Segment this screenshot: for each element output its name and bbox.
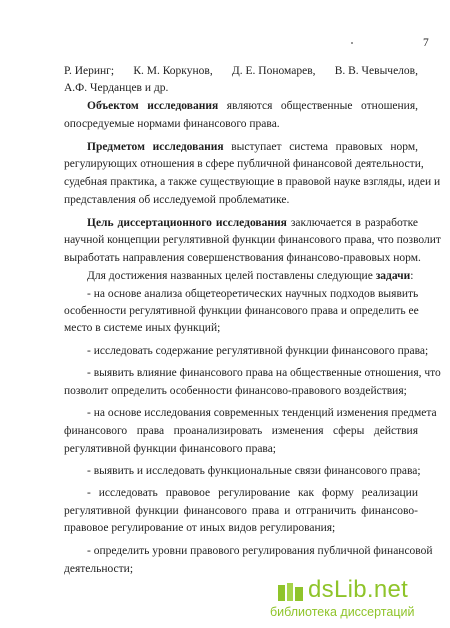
- task-line: деятельности;: [64, 563, 134, 575]
- task-line: - исследовать правовое регулирование как форму реализации: [87, 487, 418, 499]
- page-number: 7: [423, 37, 429, 49]
- author-name: Р. Иеринг;: [64, 65, 115, 77]
- authors-row-2: А.Ф. Черданцев и др.: [64, 82, 169, 94]
- task-line: - на основе исследования современных тенденций изменения предмета: [87, 407, 437, 419]
- task-line: правовое регулирование от иных видов регулирования;: [64, 522, 336, 534]
- task-line: - на основе анализа общетеоретических научных подходов выявить: [87, 288, 419, 300]
- task-line: позволит определить особенности финансово-правового воздействия;: [64, 385, 407, 397]
- task-line: - выявить влияние финансового права на общественные отношения, что: [87, 367, 441, 379]
- object-text: являются общественные отношения,: [226, 100, 418, 112]
- subject-text-line: судебная практика, а также существующие в правовой науке взгляды, идеи и: [64, 176, 441, 188]
- task-line: регулятивной функции финансового права;: [64, 443, 276, 455]
- authors-row: [64, 64, 418, 78]
- subject-paragraph-line: [87, 140, 418, 154]
- task-line: место в системе иных функций;: [64, 322, 221, 334]
- goal-text-line: выработать направления совершенствования финансово-правовых норм.: [64, 252, 421, 264]
- task-line: - определить уровни правового регулирования публичной финансовой: [87, 545, 433, 557]
- object-label: Объектом исследования: [87, 100, 219, 112]
- author-name: В. В. Чевычелов,: [334, 65, 418, 77]
- watermark: [270, 576, 440, 623]
- author-name: Д. Е. Пономарев,: [231, 65, 316, 77]
- tasks-label: задачи: [375, 270, 411, 282]
- object-text-line: опосредуемые нормами финансового права.: [64, 118, 280, 130]
- goal-label: Цель диссертационного исследования: [87, 217, 287, 229]
- book-stack-icon: [276, 581, 306, 603]
- author-name: К. М. Коркунов,: [133, 65, 213, 77]
- watermark-subtitle: библиотека диссертаций: [270, 605, 415, 619]
- tasks-intro: [87, 269, 418, 283]
- goal-text: заключается в разработке: [290, 217, 418, 229]
- task-line: - исследовать содержание регулятивной функции финансового права;: [87, 345, 429, 357]
- tasks-colon: :: [410, 270, 414, 282]
- task-line: - выявить и исследовать функциональные связи финансового права;: [87, 465, 421, 477]
- subject-text-line: представления об исследуемой проблематике.: [64, 194, 290, 206]
- task-line: регулятивной функции финансового права и отграничить финансово-: [64, 505, 418, 517]
- subject-text: выступает система правовых норм,: [231, 141, 418, 153]
- goal-paragraph-line: [87, 216, 418, 230]
- task-line: особенности регулятивной функции финансового права и определить ее: [64, 305, 419, 317]
- page-mark-dot: [351, 42, 353, 44]
- subject-label: Предметом исследования: [87, 141, 224, 153]
- task-line: финансового права проанализировать изменения сферы действия: [64, 425, 418, 437]
- watermark-brand: dsLib.net: [308, 576, 409, 603]
- subject-text-line: регулирующих отношения в сфере публичной финансовой деятельности,: [64, 158, 424, 170]
- object-paragraph-line: [87, 99, 418, 113]
- goal-text-line: научной концепции регулятивной функции финансового права, что позволит: [64, 234, 441, 246]
- tasks-intro-text: Для достижения названных целей поставлены следующие: [87, 270, 373, 282]
